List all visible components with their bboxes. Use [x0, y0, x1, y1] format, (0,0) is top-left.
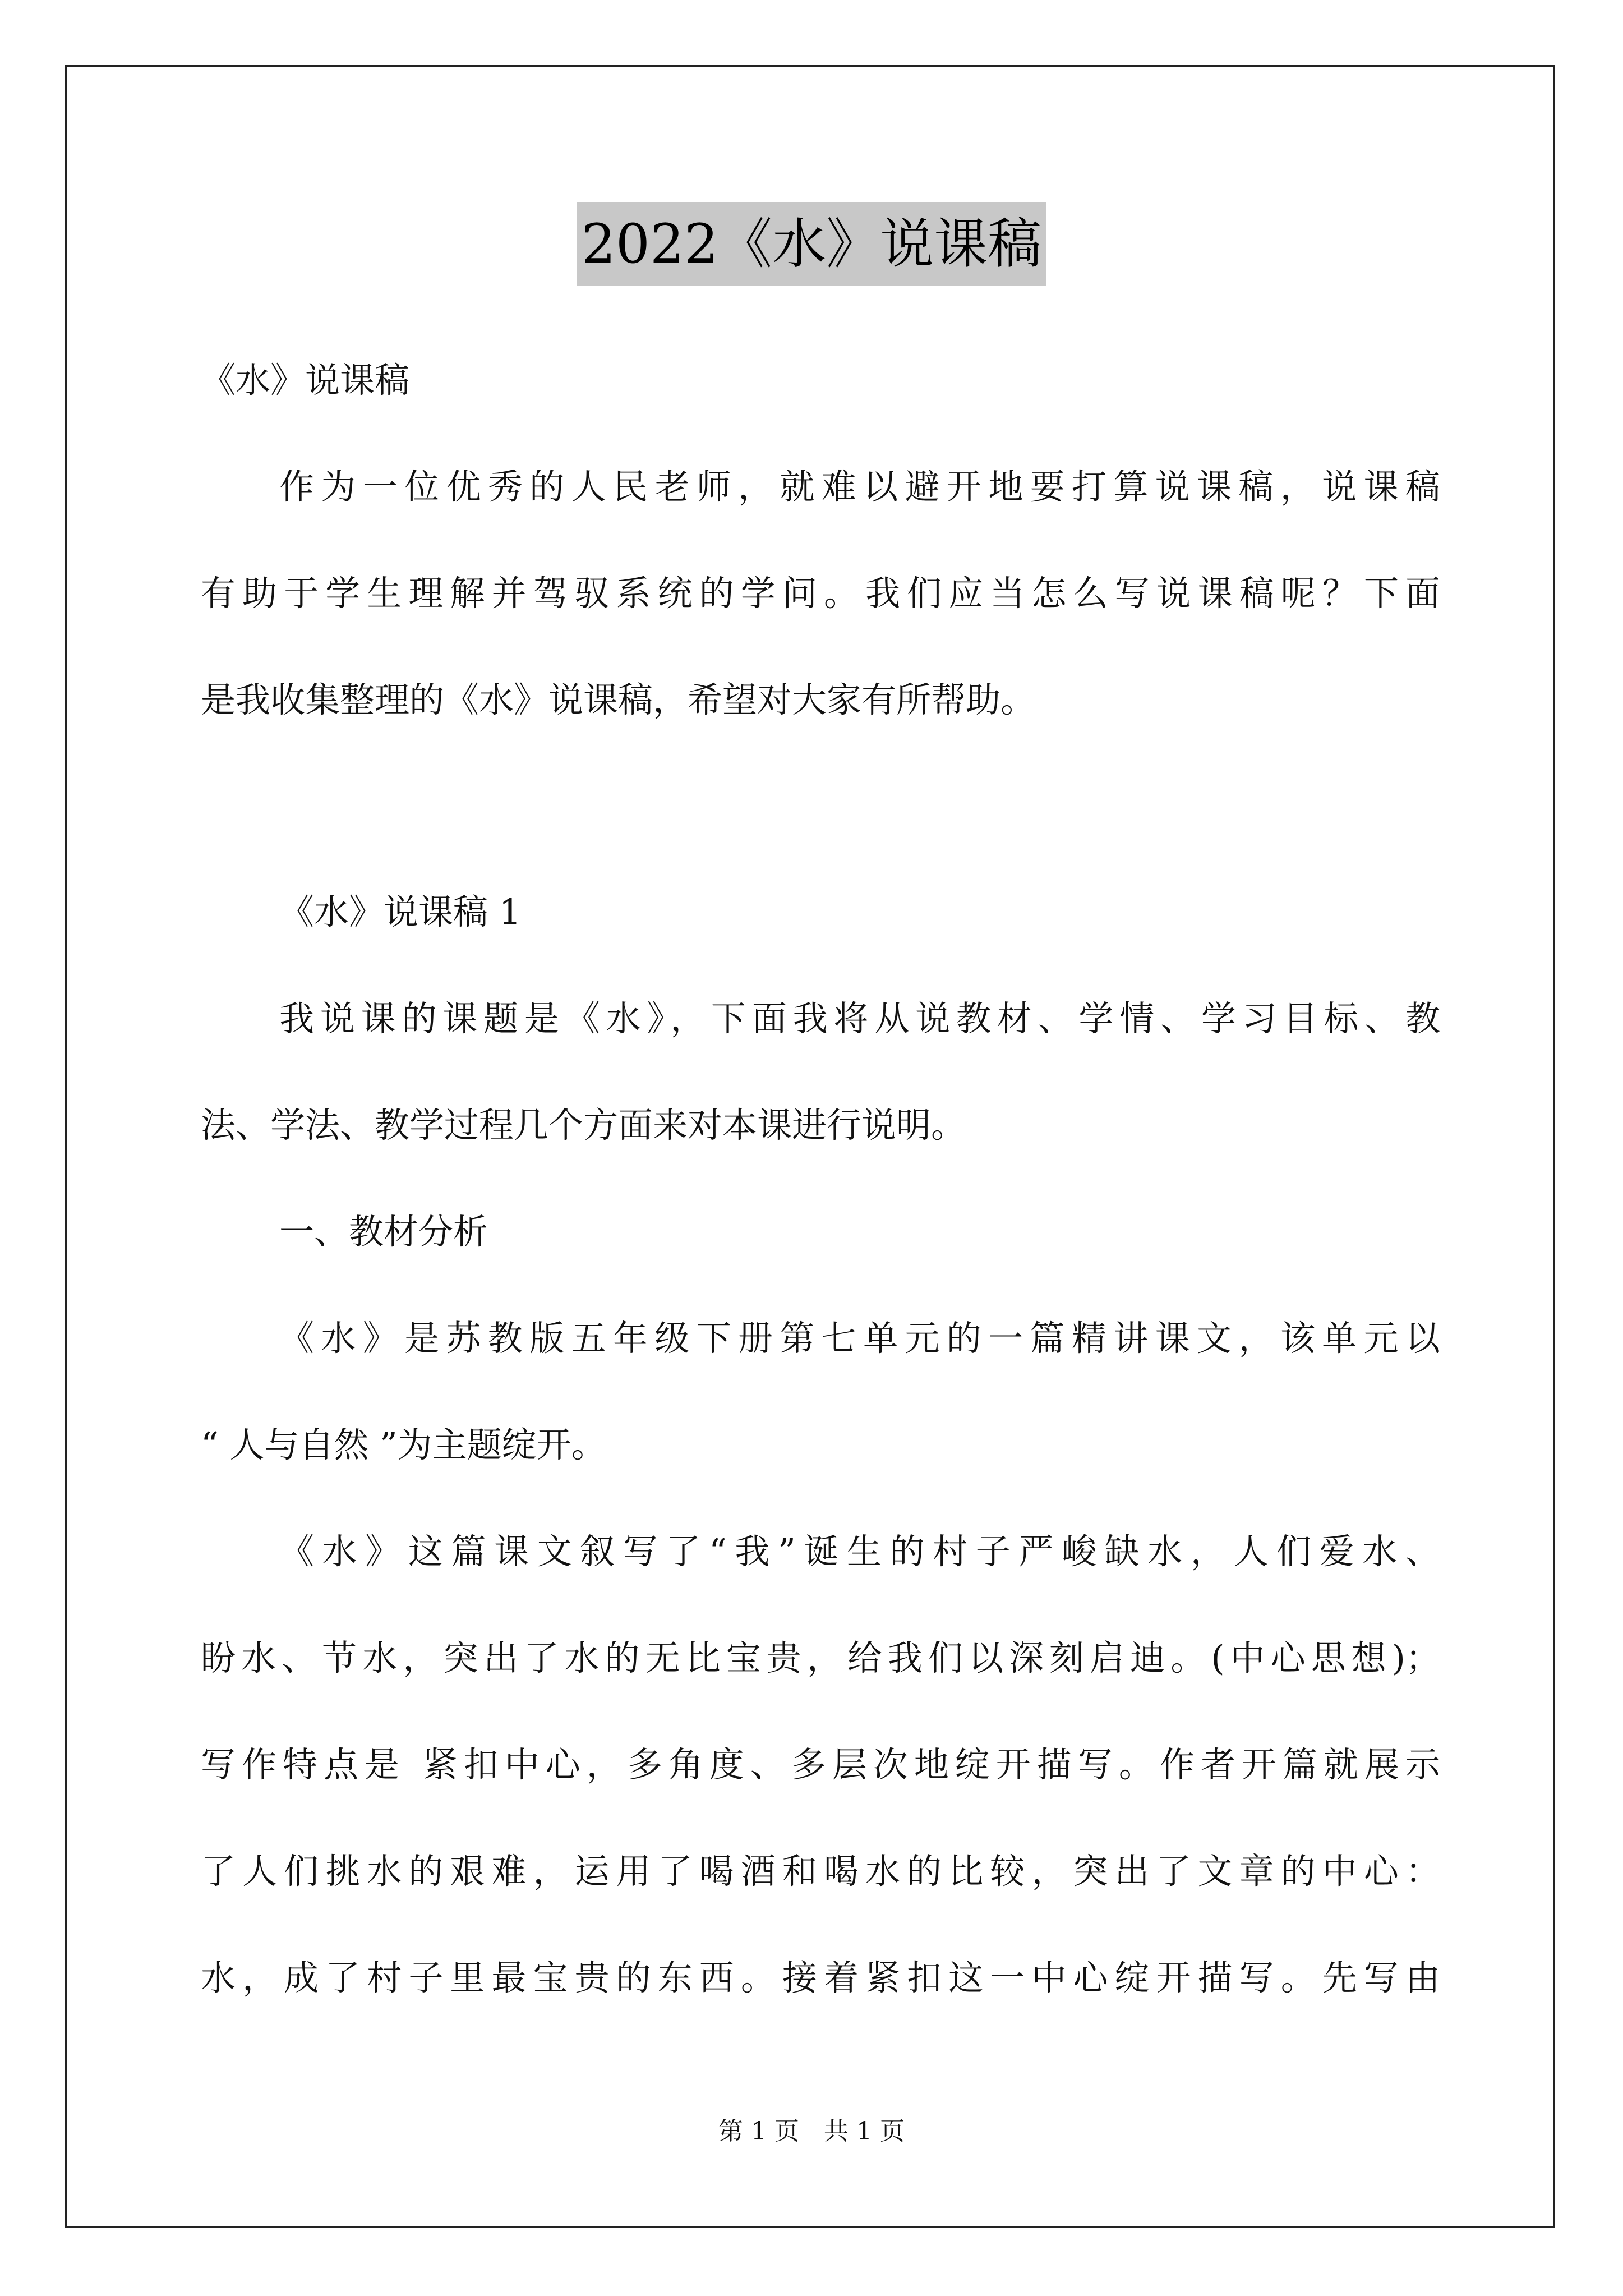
paragraph-line: 我说课的课题是《水》，下面我将从说教材、学情、学习目标、教 [279, 998, 1440, 1039]
paragraph-line: 盼水、节水，突出了水的无比宝贵，给我们以深刻启迪。(中心思想)； [201, 1637, 1440, 1678]
paragraph-line: 有助于学生理解并驾驭系统的学问。我们应当怎么写说课稿呢？下面 [201, 573, 1440, 614]
paragraph-line: 是我收集整理的《水》说课稿，希望对大家有所帮助。 [201, 679, 1036, 720]
document-title: 2022《水》说课稿 [577, 202, 1046, 286]
title-container [0, 202, 1623, 286]
paragraph-line: 《水》这篇课文叙写了“我”诞生的村子严峻缺水，人们爱水、 [279, 1531, 1440, 1572]
paragraph-line: 水，成了村子里最宝贵的东西。接着紧扣这一中心绽开描写。先写由 [201, 1957, 1440, 1998]
paragraph-line: 了人们挑水的艰难，运用了喝酒和喝水的比较，突出了文章的中心： [201, 1851, 1440, 1892]
section-heading: 一、教材分析 [279, 1211, 488, 1252]
paragraph-line: 法、学法、教学过程几个方面来对本课进行说明。 [201, 1105, 966, 1145]
paragraph-line: 写作特点是 紧扣中心，多角度、多层次地绽开描写。作者开篇就展示 [201, 1744, 1440, 1785]
paragraph-line: 《水》是苏教版五年级下册第七单元的一篇精讲课文，该单元以 [279, 1318, 1440, 1359]
section-heading: 《水》说课稿 1 [279, 891, 522, 932]
subtitle-line: 《水》说课稿 [201, 360, 410, 401]
page-footer: 第 1 页 共 1 页 [718, 2117, 905, 2146]
paragraph-line: 作为一位优秀的人民老师，就难以避开地要打算说课稿，说课稿 [279, 466, 1440, 507]
paragraph-line: “ 人与自然 ”为主题绽开。 [201, 1424, 606, 1465]
